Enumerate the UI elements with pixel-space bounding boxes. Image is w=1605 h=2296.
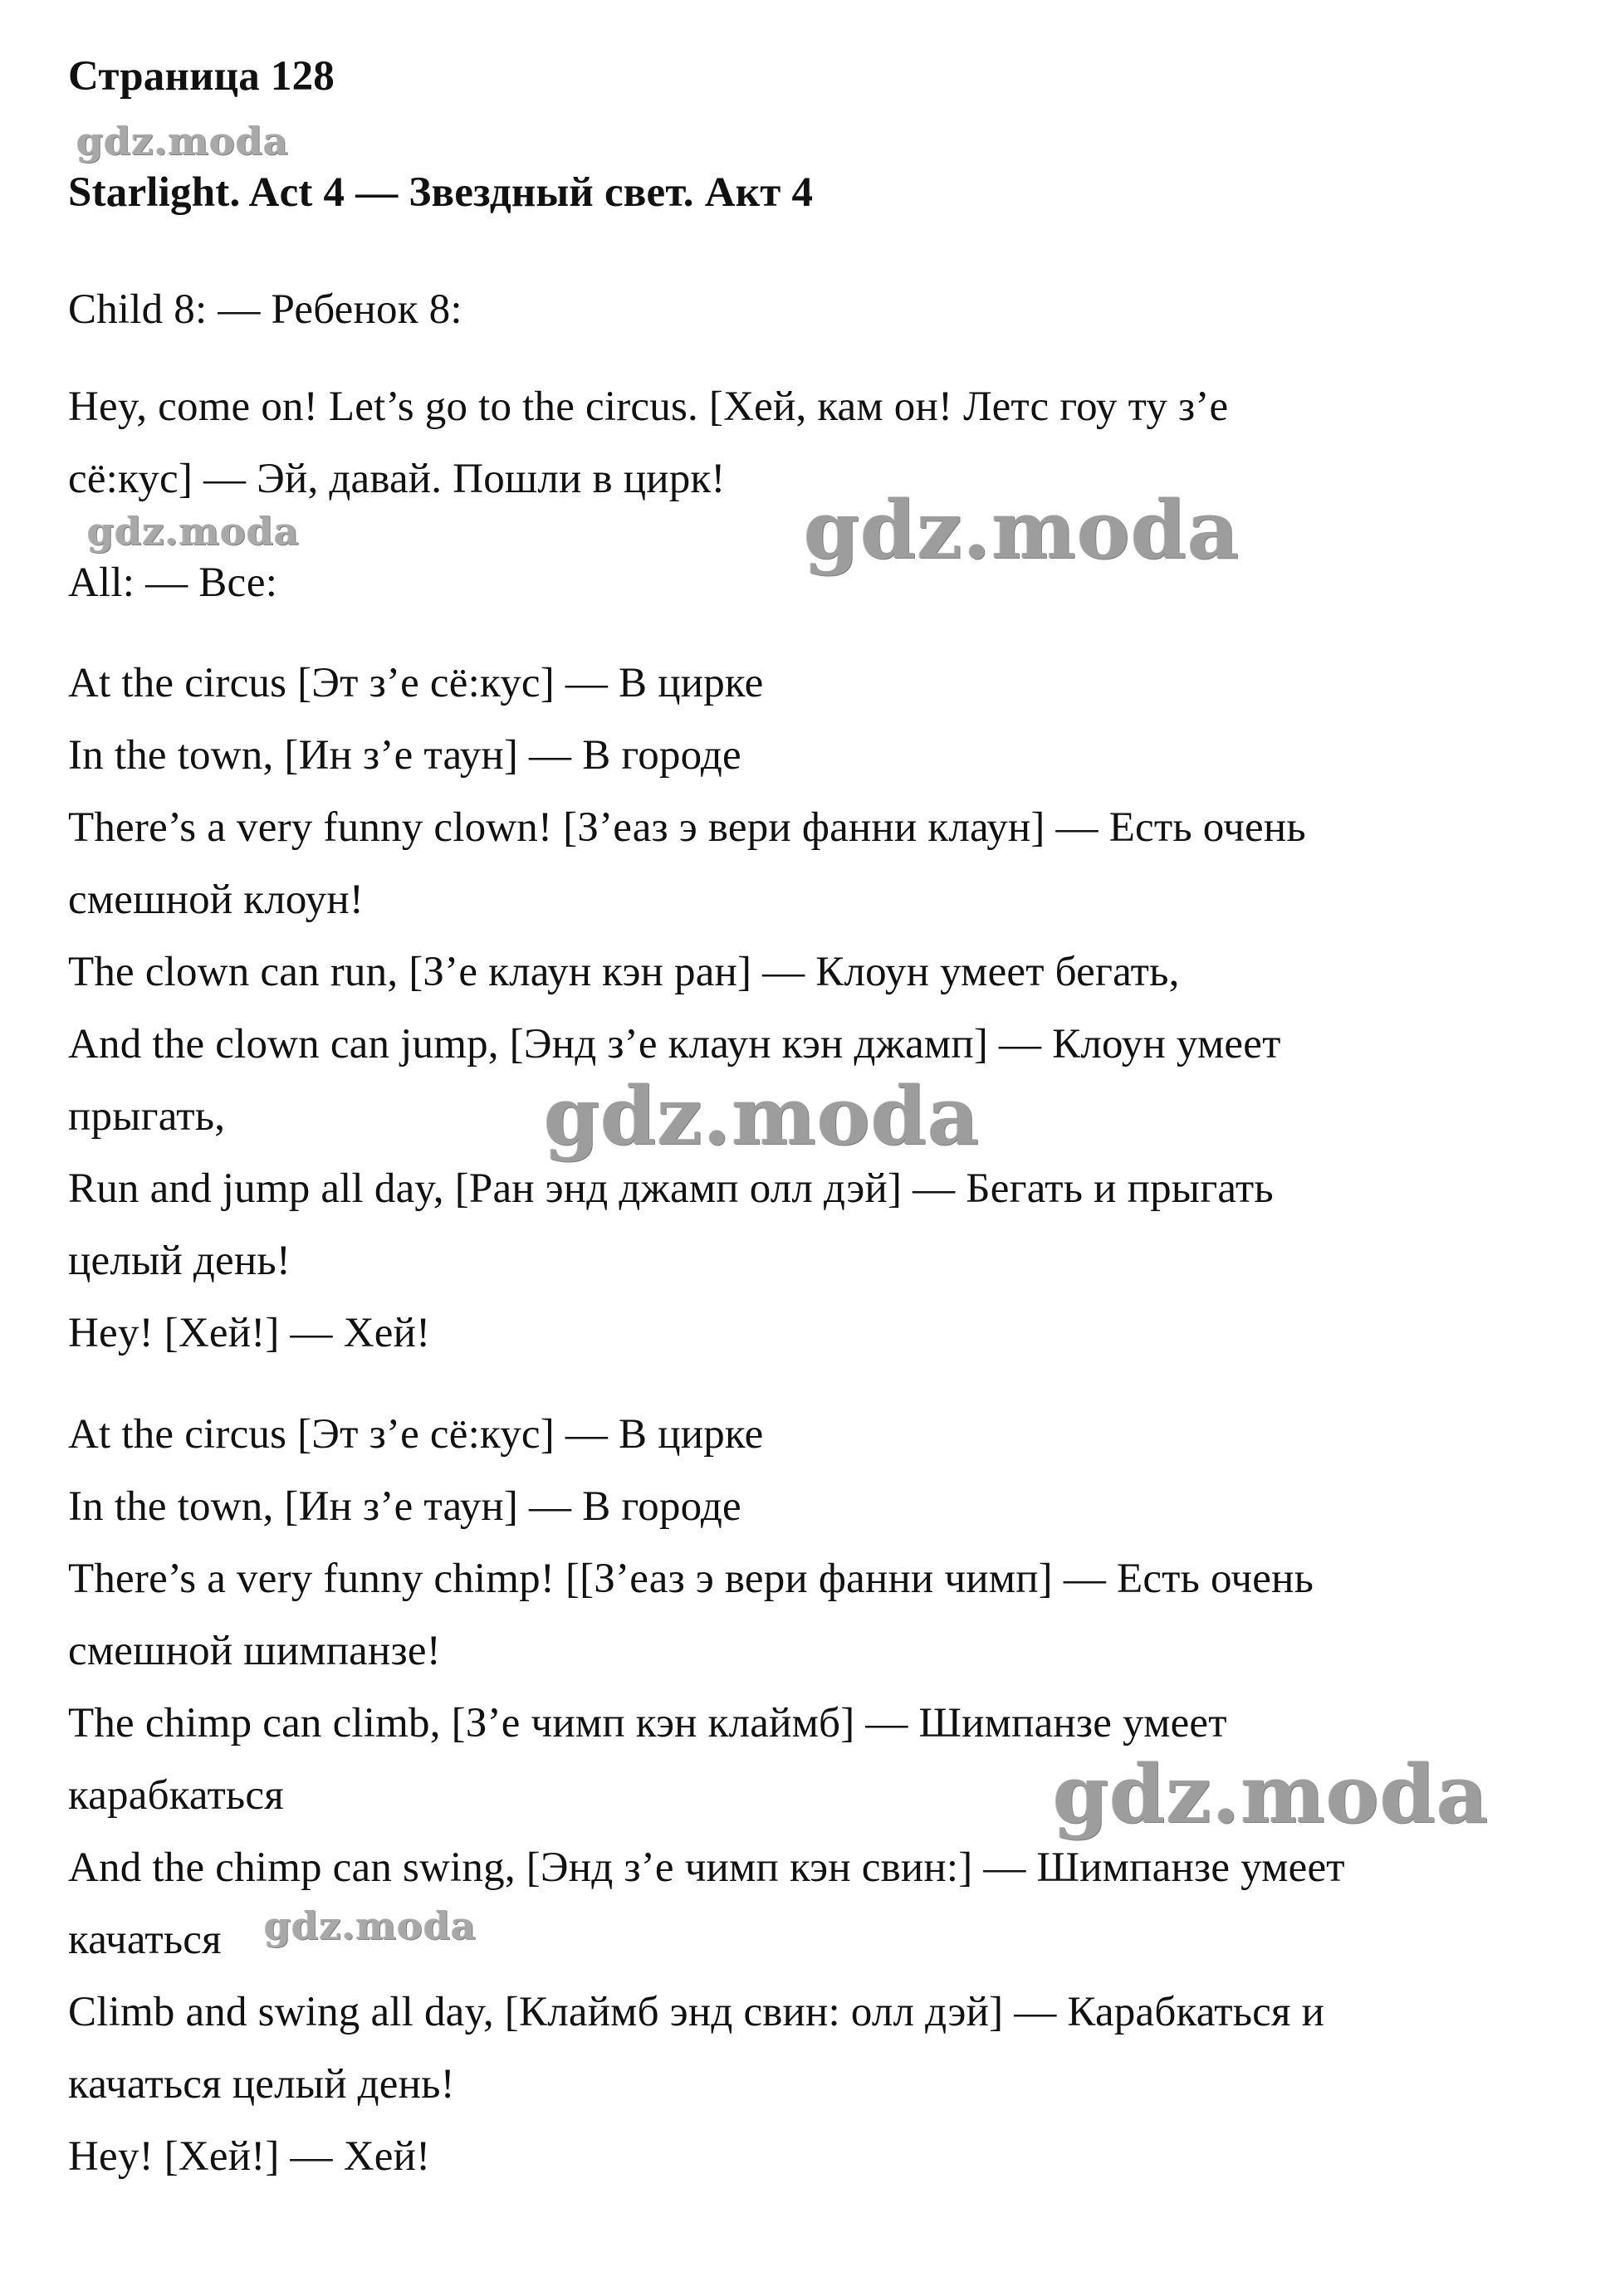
document-title: Starlight. Act 4 — Звездный свет. Акт 4 <box>68 169 814 216</box>
text-line: Hey! [Хей!] — Хей! <box>68 1310 431 1356</box>
text-line: Climb and swing all day, [Клаймб энд свин: олл дэй] — Карабкаться и <box>68 1989 1325 2035</box>
text-line: All: — Все: <box>68 559 278 606</box>
text-line: карабкаться <box>68 1772 284 1819</box>
text-line: In the town, [Ин з’е таун] — В городе <box>68 1483 741 1530</box>
text-line: качаться <box>68 1917 222 1963</box>
watermark: gdz.moda <box>1053 1747 1490 1841</box>
text-line: In the town, [Ин з’е таун] — В городе <box>68 732 741 779</box>
page-number-heading: Страница 128 <box>68 53 335 100</box>
text-line: целый день! <box>68 1238 291 1284</box>
text-line: The chimp can climb, [З’е чимп кэн клаймб] — Шимпанзе умеет <box>68 1700 1227 1746</box>
text-line: The clown can run, [З’е клаун кэн ран] — Клоун умеет бегать, <box>68 949 1180 995</box>
text-line: Child 8: — Ребенок 8: <box>68 286 462 333</box>
watermark: gdz.moda <box>264 1903 477 1948</box>
text-line: At the circus [Эт з’е сё:кус] — В цирке <box>68 1411 764 1458</box>
text-line: There’s a very funny clown! [З’еаз э вери фанни клаун] — Есть очень <box>68 804 1306 851</box>
text-line: And the chimp can swing, [Энд з’е чимп кэн свин:] — Шимпанзе умеет <box>68 1844 1345 1891</box>
text-line: качаться целый день! <box>68 2061 455 2108</box>
text-line: Hey, come on! Let’s go to the circus. [Хей, кам он! Летс гоу ту з’е <box>68 383 1229 430</box>
watermark: gdz.moda <box>544 1069 981 1163</box>
text-line: смешной шимпанзе! <box>68 1628 441 1674</box>
text-line: прыгать, <box>68 1093 226 1140</box>
watermark: gdz.moda <box>804 483 1240 577</box>
text-line: There’s a very funny chimp! [[З’еаз э вери фанни чимп] — Есть очень <box>68 1556 1314 1602</box>
text-line: сё:кус] — Эй, давай. Пошли в цирк! <box>68 456 726 502</box>
text-line: Run and jump all day, [Ран энд джамп олл дэй] — Бегать и прыгать <box>68 1165 1274 1212</box>
text-line: смешной клоун! <box>68 877 365 923</box>
watermark: gdz.moda <box>87 509 300 554</box>
text-line: At the circus [Эт з’е сё:кус] — В цирке <box>68 660 764 706</box>
watermark: gdz.moda <box>76 119 289 164</box>
text-line: And the clown can jump, [Энд з’е клаун кэн джамп] — Клоун умеет <box>68 1021 1281 1067</box>
text-line: Hey! [Хей!] — Хей! <box>68 2133 431 2180</box>
